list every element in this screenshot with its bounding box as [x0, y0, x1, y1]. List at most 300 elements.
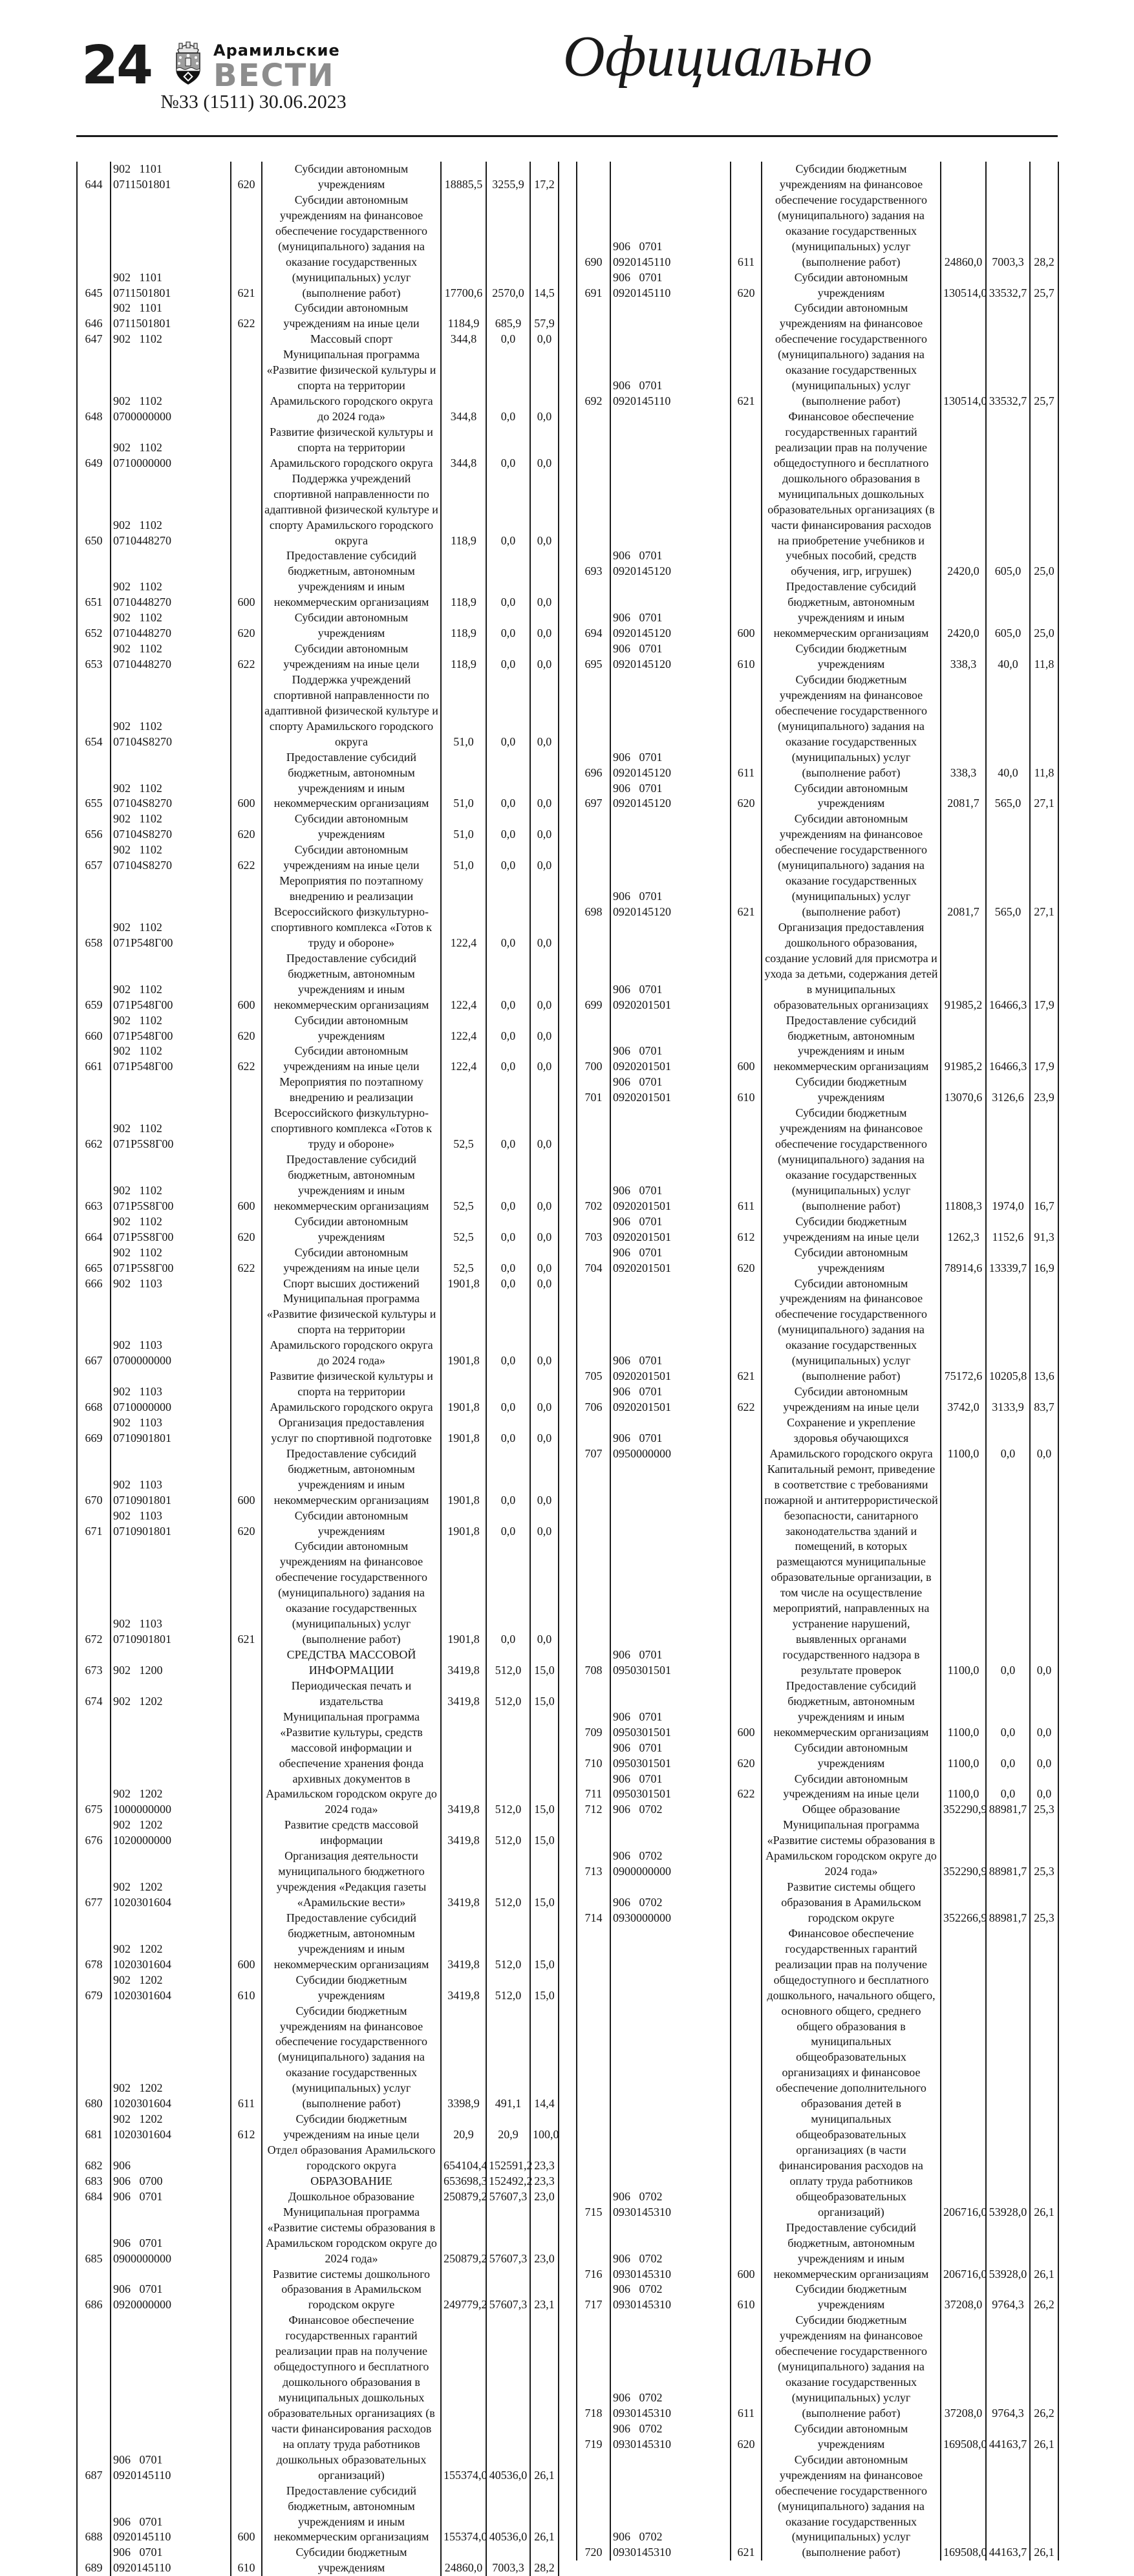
row-code: 906 0701 0920145110 — [610, 162, 731, 270]
table-row — [577, 1415, 1058, 1462]
row-vr-code: 612 — [231, 2112, 262, 2143]
row-percent-value: 0,0 — [530, 548, 559, 610]
row-vr-code: 600 — [731, 1679, 762, 1741]
row-description: Финансовое обеспечение государственных гарантий реализации прав на получение общедоступного и бесплатного дошкольного образования в муниципальных дошкольных образовательных организациях (в части финансирования расходов на приобретение учебников и учебных пособий, средств обучения, игр, игрушек) — [762, 409, 941, 579]
row-vr-code: 620 — [731, 270, 762, 301]
table-row — [577, 162, 1058, 270]
row-plan-value: 1184,9 — [441, 301, 486, 332]
row-code: 902 1102 0710448270 — [111, 471, 231, 549]
row-number: 674 — [77, 1679, 111, 1710]
row-number: 708 — [577, 1462, 610, 1679]
row-vr-code — [731, 1802, 762, 1818]
table-row — [577, 1276, 1058, 1385]
row-number: 653 — [77, 641, 111, 672]
row-code: 906 0701 0920145110 — [610, 270, 731, 301]
row-number: 652 — [77, 610, 111, 641]
table-row — [577, 1462, 1058, 1679]
row-description: Субсидии бюджетным учреждениям на финансовое обеспечение государственного (муниципального) задания на оказание государственных (муниципальных) услуг (выполнение работ) — [762, 2313, 941, 2421]
row-vr-code: 620 — [731, 781, 762, 812]
row-percent-value: 0,0 — [530, 874, 559, 951]
row-plan-value: 51,0 — [441, 811, 486, 843]
row-description: Предоставление субсидий бюджетным, автономным учреждениям и иным некоммерческим организациям — [262, 1911, 441, 1973]
row-vr-code: 621 — [731, 1276, 762, 1385]
row-code: 902 1101 0711501801 — [111, 162, 231, 193]
table-row — [577, 1075, 1058, 1106]
row-fact-value: 0,0 — [486, 811, 530, 843]
row-description: Субсидии автономным учреждениям на финансовое обеспечение государственного (муниципального) задания на оказание государственных (муниципальных) услуг (выполнение работ) — [762, 1276, 941, 1385]
row-vr-code — [231, 1291, 262, 1369]
row-fact-value: 40,0 — [986, 641, 1030, 672]
row-plan-value: 653698,3 — [441, 2174, 486, 2189]
row-number: 716 — [577, 2220, 610, 2282]
table-row — [77, 1044, 559, 1075]
table-row — [77, 1291, 559, 1369]
row-number: 662 — [77, 1075, 111, 1152]
row-description: Муниципальная программа «Развитие системы образования в Арамильском городском округе до 2024 года» — [762, 1818, 941, 1880]
table-row — [77, 811, 559, 843]
row-fact-value: 0,0 — [486, 548, 530, 610]
row-code: 906 0702 0930145310 — [610, 1926, 731, 2220]
row-code: 902 1102 0710448270 — [111, 548, 231, 610]
row-fact-value: 0,0 — [486, 1013, 530, 1044]
row-percent-value: 0,0 — [1030, 1772, 1058, 1803]
row-description: Субсидии автономным учреждениям — [762, 781, 941, 812]
row-fact-value: 10205,8 — [986, 1276, 1030, 1385]
row-vr-code — [231, 1849, 262, 1911]
row-description: ОБРАЗОВАНИЕ — [262, 2174, 441, 2189]
row-code: 906 0701 0920145110 — [111, 2545, 231, 2576]
row-description: Финансовое обеспечение государственных гарантий реализации прав на получение общедоступного и бесплатного дошкольного образования в муниципальных дошкольных образовательных организациях (в части финансирования расходов на оплату труда работников дошкольных образовательных организаций) — [262, 2313, 441, 2483]
row-description: Субсидии автономным учреждениям на иные цели — [262, 301, 441, 332]
row-plan-value: 118,9 — [441, 471, 486, 549]
row-code: 902 1102 07104S8270 — [111, 843, 231, 874]
row-code: 906 0702 0900000000 — [610, 1818, 731, 1880]
row-description: Периодическая печать и издательства — [262, 1679, 441, 1710]
table-row — [77, 332, 559, 347]
row-percent-value: 17,9 — [1030, 1013, 1058, 1075]
row-number: 649 — [77, 425, 111, 471]
row-fact-value: 7003,3 — [486, 2545, 530, 2576]
row-percent-value: 25,3 — [1030, 1880, 1058, 1926]
row-vr-code: 600 — [731, 579, 762, 641]
row-plan-value: 122,4 — [441, 1013, 486, 1044]
row-fact-value: 512,0 — [486, 1818, 530, 1849]
row-number: 666 — [77, 1276, 111, 1292]
row-plan-value: 1901,8 — [441, 1369, 486, 1415]
row-code: 902 1103 0710901801 — [111, 1539, 231, 1648]
row-plan-value: 52,5 — [441, 1152, 486, 1214]
row-description: Развитие физической культуры и спорта на территории Арамильского городского округа — [262, 1369, 441, 1415]
row-fact-value: 16466,3 — [986, 920, 1030, 1013]
table-row — [77, 641, 559, 672]
row-code: 902 1102 071P5S8Г00 — [111, 1152, 231, 1214]
row-description: Субсидии бюджетным учреждениям — [762, 1075, 941, 1106]
row-vr-code — [231, 2143, 262, 2174]
row-plan-value: 118,9 — [441, 610, 486, 641]
row-number: 664 — [77, 1214, 111, 1245]
row-code: 906 — [111, 2143, 231, 2174]
table-row — [77, 1818, 559, 1849]
row-code: 906 0701 0920145110 — [111, 2313, 231, 2483]
table-row — [577, 1384, 1058, 1415]
row-percent-value: 14,4 — [530, 2004, 559, 2112]
row-fact-value: 0,0 — [486, 425, 530, 471]
row-vr-code — [231, 2205, 262, 2267]
row-vr-code — [231, 425, 262, 471]
row-percent-value: 0,0 — [530, 347, 559, 425]
row-fact-value: 0,0 — [486, 347, 530, 425]
row-plan-value: 91985,2 — [941, 920, 986, 1013]
row-vr-code: 600 — [231, 2484, 262, 2546]
row-description: Субсидии автономным учреждениям на иные цели — [762, 1772, 941, 1803]
row-fact-value: 9764,3 — [986, 2282, 1030, 2313]
row-fact-value: 1152,6 — [986, 1214, 1030, 1245]
row-description: СРЕДСТВА МАССОВОЙ ИНФОРМАЦИИ — [262, 1648, 441, 1679]
row-fact-value: 9764,3 — [986, 2313, 1030, 2421]
row-fact-value: 0,0 — [486, 750, 530, 812]
masthead-title-top: Арамильские — [213, 41, 340, 59]
row-vr-code: 622 — [731, 1384, 762, 1415]
row-plan-value: 52,5 — [441, 1075, 486, 1152]
row-description: Субсидии автономным учреждениям на иные цели — [262, 1044, 441, 1075]
row-fact-value: 53928,0 — [986, 2220, 1030, 2282]
row-fact-value: 0,0 — [486, 1539, 530, 1648]
row-fact-value: 88981,7 — [986, 1880, 1030, 1926]
row-fact-value: 3126,6 — [986, 1075, 1030, 1106]
row-number: 688 — [77, 2484, 111, 2546]
row-percent-value: 25,3 — [1030, 1818, 1058, 1880]
row-number: 651 — [77, 548, 111, 610]
table-row — [577, 409, 1058, 579]
row-vr-code: 610 — [231, 1973, 262, 2004]
row-vr-code: 621 — [731, 301, 762, 409]
row-vr-code — [731, 1880, 762, 1926]
row-percent-value: 15,0 — [530, 1679, 559, 1710]
row-vr-code: 610 — [731, 1075, 762, 1106]
row-code: 906 0701 0920201501 — [610, 1214, 731, 1245]
row-description: Субсидии автономным учреждениям — [262, 162, 441, 193]
row-percent-value: 26,2 — [1030, 2313, 1058, 2421]
table-row — [577, 301, 1058, 409]
row-vr-code — [231, 1818, 262, 1849]
row-number: 697 — [577, 781, 610, 812]
row-code: 902 1202 1020301604 — [111, 2004, 231, 2112]
row-plan-value: 122,4 — [441, 1044, 486, 1075]
row-code: 906 0701 0950301501 — [610, 1772, 731, 1803]
row-vr-code — [231, 347, 262, 425]
row-description: Развитие системы дошкольного образования в Арамильском городском округе — [262, 2267, 441, 2313]
row-number: 704 — [577, 1245, 610, 1276]
table-row — [77, 2205, 559, 2267]
row-plan-value: 1901,8 — [441, 1276, 486, 1292]
row-fact-value: 40536,0 — [486, 2484, 530, 2546]
row-number: 682 — [77, 2143, 111, 2174]
row-plan-value: 2420,0 — [941, 579, 986, 641]
row-number: 715 — [577, 1926, 610, 2220]
row-vr-code: 622 — [231, 1044, 262, 1075]
table-row — [77, 1276, 559, 1292]
table-row — [77, 2174, 559, 2189]
header-divider — [76, 135, 1058, 137]
row-number: 712 — [577, 1802, 610, 1818]
row-fact-value: 57607,3 — [486, 2267, 530, 2313]
row-number: 680 — [77, 2004, 111, 2112]
row-percent-value: 0,0 — [530, 750, 559, 812]
row-plan-value: 169508,0 — [941, 2453, 986, 2561]
table-row — [77, 1710, 559, 1818]
row-number: 645 — [77, 193, 111, 301]
table-row — [577, 2220, 1058, 2282]
table-row — [77, 1214, 559, 1245]
row-vr-code: 622 — [231, 1245, 262, 1276]
row-number: 677 — [77, 1849, 111, 1911]
row-vr-code — [231, 2267, 262, 2313]
row-number: 676 — [77, 1818, 111, 1849]
row-plan-value: 352290,9 — [941, 1818, 986, 1880]
row-description: Субсидии бюджетным учреждениям на финансовое обеспечение государственного (муниципального) задания на оказание государственных (муниципальных) услуг (выполнение работ) — [762, 1106, 941, 1214]
table-row — [77, 1911, 559, 1973]
row-vr-code — [231, 1679, 262, 1710]
row-plan-value: 206716,0 — [941, 1926, 986, 2220]
row-fact-value: 0,0 — [486, 641, 530, 672]
row-plan-value: 118,9 — [441, 548, 486, 610]
row-code: 906 0702 0930000000 — [610, 1880, 731, 1926]
row-description: Муниципальная программа «Развитие культуры, средств массовой информации и обеспечение хранения фонда архивных документов в Арамильском городском округе до 2024 года» — [262, 1710, 441, 1818]
row-fact-value: 491,1 — [486, 2004, 530, 2112]
row-fact-value: 0,0 — [986, 1679, 1030, 1741]
row-number: 655 — [77, 750, 111, 812]
row-vr-code: 620 — [231, 1013, 262, 1044]
row-number: 695 — [577, 641, 610, 672]
row-code: 902 1202 1020301604 — [111, 1911, 231, 1973]
table-row — [77, 843, 559, 874]
row-number: 707 — [577, 1415, 610, 1462]
row-percent-value: 0,0 — [530, 1044, 559, 1075]
row-description: Предоставление субсидий бюджетным, автономным учреждениям и иным некоммерческим организациям — [762, 579, 941, 641]
table-row — [577, 1214, 1058, 1245]
row-vr-code — [231, 1415, 262, 1446]
row-fact-value: 152591,2 — [486, 2143, 530, 2174]
row-code: 902 1102 071P548Г00 — [111, 1044, 231, 1075]
row-number: 650 — [77, 471, 111, 549]
row-fact-value: 1974,0 — [986, 1106, 1030, 1214]
row-code: 902 1202 1020301604 — [111, 2112, 231, 2143]
row-code: 902 1102 071P5S8Г00 — [111, 1245, 231, 1276]
table-row — [77, 471, 559, 549]
row-description: Мероприятия по поэтапному внедрению и реализации Всероссийского физкультурно-спортивного комплекса «Готов к труду и обороне» — [262, 1075, 441, 1152]
row-percent-value: 11,8 — [1030, 641, 1058, 672]
row-description: Субсидии автономным учреждениям на иные цели — [262, 641, 441, 672]
table-row — [77, 2189, 559, 2205]
row-fact-value: 33532,7 — [986, 270, 1030, 301]
row-fact-value: 40,0 — [986, 672, 1030, 781]
table-row — [577, 1772, 1058, 1803]
row-code: 902 1102 0710448270 — [111, 610, 231, 641]
page-number: 24 — [81, 35, 152, 96]
row-percent-value: 15,0 — [530, 1648, 559, 1679]
masthead-title-main: ВЕСТИ — [213, 58, 335, 94]
row-number: 702 — [577, 1106, 610, 1214]
row-code: 902 1102 — [111, 332, 231, 347]
row-fact-value: 512,0 — [486, 1973, 530, 2004]
table-row — [77, 1508, 559, 1540]
row-number: 698 — [577, 811, 610, 920]
row-vr-code: 600 — [231, 951, 262, 1013]
row-vr-code: 620 — [231, 610, 262, 641]
row-plan-value: 1100,0 — [941, 1462, 986, 1679]
row-description: Развитие физической культуры и спорта на территории Арамильского городского округа — [262, 425, 441, 471]
table-row — [577, 579, 1058, 641]
row-fact-value: 685,9 — [486, 301, 530, 332]
row-code: 902 1102 071P548Г00 — [111, 951, 231, 1013]
row-vr-code: 622 — [731, 1772, 762, 1803]
row-vr-code: 620 — [231, 1214, 262, 1245]
row-fact-value: 0,0 — [486, 874, 530, 951]
row-description: Субсидии бюджетным учреждениям на иные цели — [262, 2112, 441, 2143]
table-row — [77, 1539, 559, 1648]
table-row — [77, 193, 559, 301]
row-fact-value: 7003,3 — [986, 162, 1030, 270]
row-plan-value: 344,8 — [441, 347, 486, 425]
table-row — [577, 2421, 1058, 2453]
row-fact-value: 20,9 — [486, 2112, 530, 2143]
row-number: 689 — [77, 2545, 111, 2576]
row-fact-value: 13339,7 — [986, 1245, 1030, 1276]
row-percent-value: 100,0 — [530, 2112, 559, 2143]
row-number: 699 — [577, 920, 610, 1013]
row-description: Предоставление субсидий бюджетным, автономным учреждениям и иным некоммерческим организациям — [262, 548, 441, 610]
row-fact-value: 0,0 — [486, 1152, 530, 1214]
row-vr-code: 622 — [231, 641, 262, 672]
row-code: 906 0702 0930145310 — [610, 2313, 731, 2421]
row-number: 670 — [77, 1446, 111, 1508]
row-number: 700 — [577, 1013, 610, 1075]
row-plan-value: 3419,8 — [441, 1679, 486, 1710]
row-vr-code: 620 — [731, 2421, 762, 2453]
row-description: Субсидии автономным учреждениям на иные цели — [762, 1384, 941, 1415]
row-description: Дошкольное образование — [262, 2189, 441, 2205]
row-fact-value: 88981,7 — [986, 1802, 1030, 1818]
row-vr-code — [731, 409, 762, 579]
row-fact-value: 0,0 — [486, 843, 530, 874]
table-row — [77, 548, 559, 610]
table-row — [577, 920, 1058, 1013]
row-description: Субсидии автономным учреждениям на финансовое обеспечение государственного (муниципального) задания на оказание государственных (муниципальных) услуг (выполнение работ) — [262, 193, 441, 301]
row-number: 701 — [577, 1075, 610, 1106]
row-percent-value: 0,0 — [1030, 1462, 1058, 1679]
row-fact-value: 512,0 — [486, 1911, 530, 1973]
row-code: 906 0701 0950301501 — [610, 1741, 731, 1772]
row-vr-code: 622 — [231, 843, 262, 874]
row-code: 906 0701 0900000000 — [111, 2205, 231, 2267]
row-plan-value: 249779,2 — [441, 2267, 486, 2313]
row-percent-value: 0,0 — [1030, 1741, 1058, 1772]
row-vr-code — [231, 1710, 262, 1818]
row-percent-value: 0,0 — [530, 610, 559, 641]
row-description: Субсидии автономным учреждениям на финансовое обеспечение государственного (муниципального) задания на оказание государственных (муниципальных) услуг (выполнение работ) — [762, 2453, 941, 2561]
row-percent-value: 15,0 — [530, 1973, 559, 2004]
row-plan-value: 1262,3 — [941, 1214, 986, 1245]
row-code: 902 1102 07104S8270 — [111, 750, 231, 812]
row-description: Предоставление субсидий бюджетным, автономным учреждениям и иным некоммерческим организациям — [262, 750, 441, 812]
row-code: 902 1102 071P5S8Г00 — [111, 1075, 231, 1152]
row-percent-value: 25,0 — [1030, 409, 1058, 579]
row-plan-value: 3419,8 — [441, 1911, 486, 1973]
row-percent-value: 23,0 — [530, 2205, 559, 2267]
row-fact-value: 0,0 — [486, 1415, 530, 1446]
row-code: 902 1202 — [111, 1679, 231, 1710]
row-percent-value: 0,0 — [530, 672, 559, 750]
row-vr-code: 600 — [231, 1152, 262, 1214]
row-number: 658 — [77, 874, 111, 951]
row-number: 684 — [77, 2189, 111, 2205]
row-code: 906 0700 — [111, 2174, 231, 2189]
row-vr-code — [231, 471, 262, 549]
row-plan-value: 20,9 — [441, 2112, 486, 2143]
row-percent-value: 13,6 — [1030, 1276, 1058, 1385]
row-percent-value: 0,0 — [530, 1415, 559, 1446]
row-code: 902 1202 1020301604 — [111, 1849, 231, 1911]
row-description: Субсидии бюджетным учреждениям — [262, 2545, 441, 2576]
row-percent-value: 0,0 — [1030, 1415, 1058, 1462]
row-fact-value: 44163,7 — [986, 2453, 1030, 2561]
row-vr-code: 600 — [231, 750, 262, 812]
row-vr-code: 621 — [231, 1539, 262, 1648]
table-row — [577, 2282, 1058, 2313]
row-plan-value: 118,9 — [441, 641, 486, 672]
row-fact-value: 0,0 — [486, 672, 530, 750]
row-fact-value: 0,0 — [486, 1291, 530, 1369]
table-row — [77, 2313, 559, 2483]
table-row — [77, 2143, 559, 2174]
row-number: 691 — [577, 270, 610, 301]
row-percent-value: 23,9 — [1030, 1075, 1058, 1106]
row-code: 906 0701 0920145120 — [610, 781, 731, 812]
row-description: Предоставление субсидий бюджетным, автономным учреждениям и иным некоммерческим организациям — [262, 951, 441, 1013]
row-code: 906 0701 0920145120 — [610, 811, 731, 920]
row-fact-value: 0,0 — [986, 1462, 1030, 1679]
row-description: Субсидии бюджетным учреждениям на иные цели — [762, 1214, 941, 1245]
row-fact-value: 152492,2 — [486, 2174, 530, 2189]
row-vr-code — [231, 1369, 262, 1415]
row-plan-value: 654104,4 — [441, 2143, 486, 2174]
row-fact-value: 0,0 — [986, 1741, 1030, 1772]
row-number: 709 — [577, 1679, 610, 1741]
row-code: 906 0702 0930145310 — [610, 2421, 731, 2453]
row-number: 648 — [77, 347, 111, 425]
row-plan-value: 338,3 — [941, 641, 986, 672]
row-number: 714 — [577, 1880, 610, 1926]
row-description: Мероприятия по поэтапному внедрению и реализации Всероссийского физкультурно-спортивного комплекса «Готов к труду и обороне» — [262, 874, 441, 951]
row-number: 646 — [77, 301, 111, 332]
row-description: Муниципальная программа «Развитие физической культуры и спорта на территории Арамильского городского округа до 2024 года» — [262, 1291, 441, 1369]
row-plan-value: 2081,7 — [941, 811, 986, 920]
row-vr-code: 611 — [731, 162, 762, 270]
row-fact-value: 3255,9 — [486, 162, 530, 193]
row-fact-value: 3133,9 — [986, 1384, 1030, 1415]
row-fact-value: 0,0 — [486, 610, 530, 641]
row-code: 902 1103 0710901801 — [111, 1415, 231, 1446]
row-number: 671 — [77, 1508, 111, 1540]
row-plan-value: 2420,0 — [941, 409, 986, 579]
row-description: Предоставление субсидий бюджетным, автономным учреждениям и иным некоммерческим организациям — [762, 1013, 941, 1075]
row-number: 718 — [577, 2313, 610, 2421]
row-vr-code: 620 — [731, 1245, 762, 1276]
row-fact-value: 0,0 — [486, 1446, 530, 1508]
row-percent-value: 0,0 — [530, 1291, 559, 1369]
row-percent-value: 17,9 — [1030, 920, 1058, 1013]
row-description: Предоставление субсидий бюджетным, автономным учреждениям и иным некоммерческим организациям — [762, 1679, 941, 1741]
